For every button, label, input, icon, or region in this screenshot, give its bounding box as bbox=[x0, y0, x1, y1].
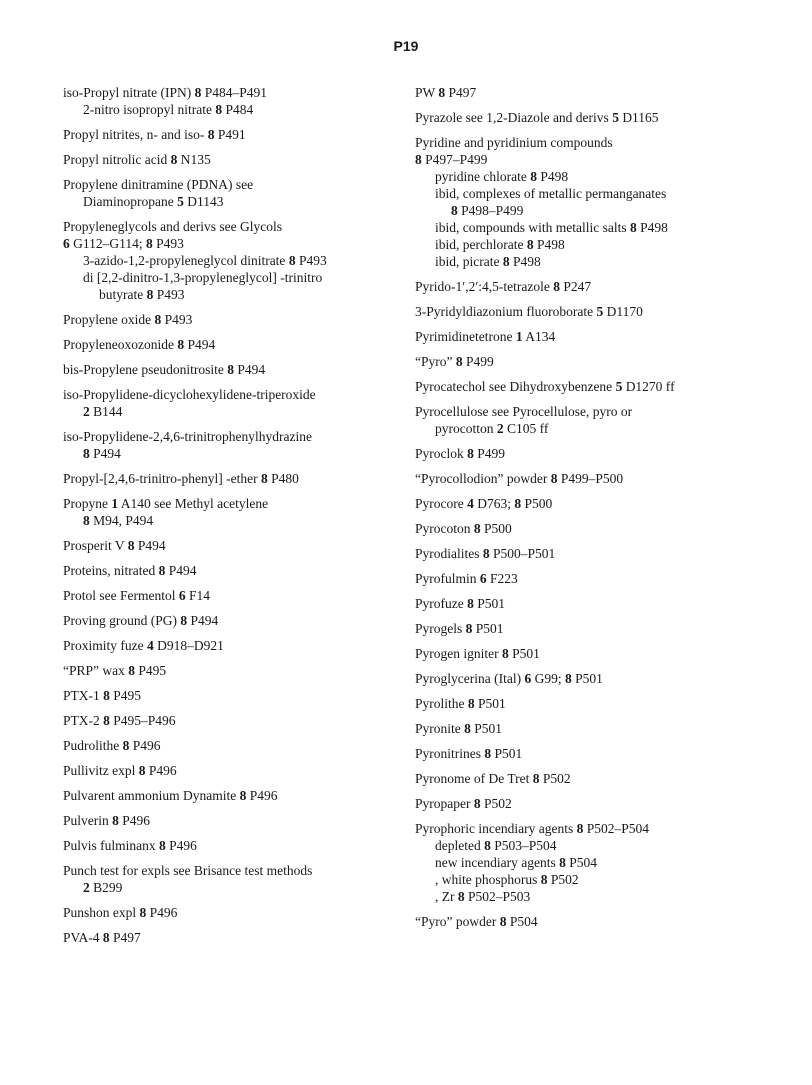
index-entry-heading: Propyleneglycols and derivs see Glycols bbox=[63, 219, 282, 234]
index-entry-heading: Pyrocore 4 D763; 8 P500 bbox=[415, 496, 553, 511]
index-entry-line: depleted 8 P503–P504 bbox=[435, 838, 557, 853]
index-entry-heading: Punch test for expls see Brisance test methods bbox=[63, 863, 313, 878]
index-entry-line: 8 M94, P494 bbox=[83, 513, 154, 528]
index-entry bbox=[63, 495, 393, 529]
index-entry-heading: Proving ground (PG) 8 P494 bbox=[63, 613, 219, 628]
index-entry bbox=[415, 695, 795, 712]
index-entry-heading: Propyl nitrolic acid 8 N135 bbox=[63, 152, 211, 167]
index-entry-line: 6 G112–G114; 8 P493 bbox=[63, 236, 184, 251]
index-entry-line: 8 P494 bbox=[83, 446, 121, 461]
index-entry-heading: Pulvarent ammonium Dynamite 8 P496 bbox=[63, 788, 278, 803]
index-entry-heading: 3-Pyridyldiazonium fluoroborate 5 D1170 bbox=[415, 304, 643, 319]
index-entry bbox=[63, 151, 393, 168]
index-entry-heading: Pyrocatechol see Dihydroxybenzene 5 D1270 ff bbox=[415, 379, 675, 394]
index-entry bbox=[63, 862, 393, 896]
index-entry bbox=[415, 495, 795, 512]
index-entry-line: ibid, picrate 8 P498 bbox=[435, 254, 541, 269]
index-entry-line: butyrate 8 P493 bbox=[99, 287, 185, 302]
index-entry-heading: Pyrolithe 8 P501 bbox=[415, 696, 506, 711]
index-entry-heading: Pullivitz expl 8 P496 bbox=[63, 763, 177, 778]
index-entry-heading: PW 8 P497 bbox=[415, 85, 477, 100]
index-entry bbox=[63, 787, 393, 804]
index-entry-line: ibid, complexes of metallic permanganates bbox=[435, 186, 667, 201]
index-entry-heading: Pyronite 8 P501 bbox=[415, 721, 503, 736]
index-entry bbox=[63, 470, 393, 487]
index-entry-line: pyrocotton 2 C105 ff bbox=[435, 421, 549, 436]
index-entry bbox=[415, 720, 795, 737]
index-entry-heading: Propyl nitrites, n- and iso- 8 P491 bbox=[63, 127, 246, 142]
index-entry bbox=[415, 795, 795, 812]
index-entry-heading: Proteins, nitrated 8 P494 bbox=[63, 563, 197, 578]
left-column bbox=[63, 84, 393, 954]
index-entry-heading: Pyrazole see 1,2-Diazole and derivs 5 D1165 bbox=[415, 110, 659, 125]
index-entry-heading: PTX-2 8 P495–P496 bbox=[63, 713, 176, 728]
index-entry-heading: Pyrogels 8 P501 bbox=[415, 621, 504, 636]
index-entry-heading: Propyl-[2,4,6-trinitro-phenyl] -ether 8 P480 bbox=[63, 471, 299, 486]
index-entry-heading: Pyrodialites 8 P500–P501 bbox=[415, 546, 556, 561]
index-entry bbox=[415, 84, 795, 101]
index-entry bbox=[415, 328, 795, 345]
index-entry-heading: “Pyro” 8 P499 bbox=[415, 354, 494, 369]
index-entry bbox=[415, 378, 795, 395]
index-entry-heading: Pulverin 8 P496 bbox=[63, 813, 151, 828]
index-entry bbox=[63, 386, 393, 420]
index-entry-line: di [2,2-dinitro-1,3-propyleneglycol] -trinitro bbox=[83, 270, 323, 285]
index-entry-heading: Pyrocoton 8 P500 bbox=[415, 521, 512, 536]
index-entry bbox=[415, 109, 795, 126]
index-entry-heading: Pyridine and pyridinium compounds bbox=[415, 135, 613, 150]
index-entry-heading: “PRP” wax 8 P495 bbox=[63, 663, 167, 678]
index-entry bbox=[63, 428, 393, 462]
index-entry bbox=[415, 403, 795, 437]
index-entry-heading: Protol see Fermentol 6 F14 bbox=[63, 588, 210, 603]
index-entry-heading: Propylene oxide 8 P493 bbox=[63, 312, 193, 327]
index-entry-heading: PVA-4 8 P497 bbox=[63, 930, 141, 945]
index-entry-heading: PTX-1 8 P495 bbox=[63, 688, 142, 703]
index-entry bbox=[415, 820, 795, 905]
index-entry-heading: Pyrocellulose see Pyrocellulose, pyro or bbox=[415, 404, 633, 419]
index-entry-heading: Punshon expl 8 P496 bbox=[63, 905, 178, 920]
index-entry bbox=[63, 612, 393, 629]
index-entry bbox=[63, 176, 393, 210]
index-entry-heading: bis-Propylene pseudonitrosite 8 P494 bbox=[63, 362, 266, 377]
index-entry bbox=[415, 770, 795, 787]
index-entry bbox=[63, 562, 393, 579]
index-entry bbox=[63, 126, 393, 143]
index-entry bbox=[63, 762, 393, 779]
index-entry-line: 3-azido-1,2-propyleneglycol dinitrate 8 P493 bbox=[83, 253, 327, 268]
index-entry bbox=[63, 336, 393, 353]
index-entry bbox=[63, 218, 393, 303]
index-entry-line: ibid, perchlorate 8 P498 bbox=[435, 237, 565, 252]
index-entry-heading: Pyrofulmin 6 F223 bbox=[415, 571, 518, 586]
index-entry-heading: Propyne 1 A140 see Methyl acetylene bbox=[63, 496, 269, 511]
index-entry bbox=[415, 595, 795, 612]
index-entry-heading: Pyrofuze 8 P501 bbox=[415, 596, 505, 611]
index-entry-heading: Pudrolithe 8 P496 bbox=[63, 738, 161, 753]
index-entry-line: Diaminopropane 5 D1143 bbox=[83, 194, 224, 209]
index-entry-heading: Propylene dinitramine (PDNA) see bbox=[63, 177, 254, 192]
index-entry bbox=[63, 311, 393, 328]
index-entry bbox=[63, 929, 393, 946]
index-entry-heading: Proximity fuze 4 D918–D921 bbox=[63, 638, 224, 653]
index-entry-line: 8 P497–P499 bbox=[415, 152, 488, 167]
index-entry-heading: Pyronitrines 8 P501 bbox=[415, 746, 523, 761]
index-entry bbox=[415, 545, 795, 562]
index-entry bbox=[63, 712, 393, 729]
index-entry-line: 2 B299 bbox=[83, 880, 123, 895]
index-entry-line: ibid, compounds with metallic salts 8 P498 bbox=[435, 220, 668, 235]
index-entry-line: , Zr 8 P502–P503 bbox=[435, 889, 531, 904]
index-entry-heading: Pyroclok 8 P499 bbox=[415, 446, 506, 461]
index-entry bbox=[415, 620, 795, 637]
index-entry-line: new incendiary agents 8 P504 bbox=[435, 855, 597, 870]
index-entry bbox=[63, 587, 393, 604]
index-entry-heading: “Pyro” powder 8 P504 bbox=[415, 914, 538, 929]
index-entry-line: 2 B144 bbox=[83, 404, 123, 419]
index-entry-heading: iso-Propylidene-dicyclohexylidene-triperoxide bbox=[63, 387, 316, 402]
index-entry bbox=[63, 361, 393, 378]
index-entry-heading: Pyrimidinetetrone 1 A134 bbox=[415, 329, 556, 344]
page-number: P19 bbox=[393, 38, 419, 54]
index-entry-heading: Pyroglycerina (Ital) 6 G99; 8 P501 bbox=[415, 671, 603, 686]
right-column bbox=[415, 84, 795, 938]
index-entry bbox=[415, 278, 795, 295]
index-entry bbox=[63, 662, 393, 679]
index-entry-heading: Propyleneoxozonide 8 P494 bbox=[63, 337, 216, 352]
index-entry bbox=[63, 537, 393, 554]
index-entry bbox=[415, 570, 795, 587]
index-entry-heading: Pyrogen igniter 8 P501 bbox=[415, 646, 540, 661]
index-entry-heading: iso-Propylidene-2,4,6-trinitrophenylhydrazine bbox=[63, 429, 312, 444]
index-entry bbox=[415, 745, 795, 762]
index-entry bbox=[415, 520, 795, 537]
index-entry-heading: Prosperit V 8 P494 bbox=[63, 538, 166, 553]
index-entry-heading: iso-Propyl nitrate (IPN) 8 P484–P491 bbox=[63, 85, 268, 100]
index-entry-heading: Pyronome of De Tret 8 P502 bbox=[415, 771, 571, 786]
index-entry bbox=[415, 913, 795, 930]
index-entry bbox=[63, 687, 393, 704]
index-entry bbox=[63, 904, 393, 921]
index-entry-line: pyridine chlorate 8 P498 bbox=[435, 169, 569, 184]
index-entry bbox=[415, 303, 795, 320]
index-entry bbox=[63, 637, 393, 654]
index-entry bbox=[415, 353, 795, 370]
index-entry bbox=[63, 837, 393, 854]
index-entry bbox=[415, 645, 795, 662]
index-entry-heading: Pyrido-1′,2′:4,5-tetrazole 8 P247 bbox=[415, 279, 592, 294]
index-entry-heading: Pyrophoric incendiary agents 8 P502–P504 bbox=[415, 821, 649, 836]
index-entry bbox=[63, 737, 393, 754]
index-entry-line: 2-nitro isopropyl nitrate 8 P484 bbox=[83, 102, 254, 117]
index-entry bbox=[415, 470, 795, 487]
index-entry-heading: “Pyrocollodion” powder 8 P499–P500 bbox=[415, 471, 624, 486]
index-entry bbox=[63, 84, 393, 118]
index-entry bbox=[415, 134, 795, 270]
index-entry-line: , white phosphorus 8 P502 bbox=[435, 872, 579, 887]
index-entry bbox=[415, 670, 795, 687]
index-entry bbox=[63, 812, 393, 829]
index-entry-heading: Pulvis fulminanx 8 P496 bbox=[63, 838, 197, 853]
index-entry-heading: Pyropaper 8 P502 bbox=[415, 796, 512, 811]
index-entry bbox=[415, 445, 795, 462]
index-entry-line: 8 P498–P499 bbox=[451, 203, 524, 218]
